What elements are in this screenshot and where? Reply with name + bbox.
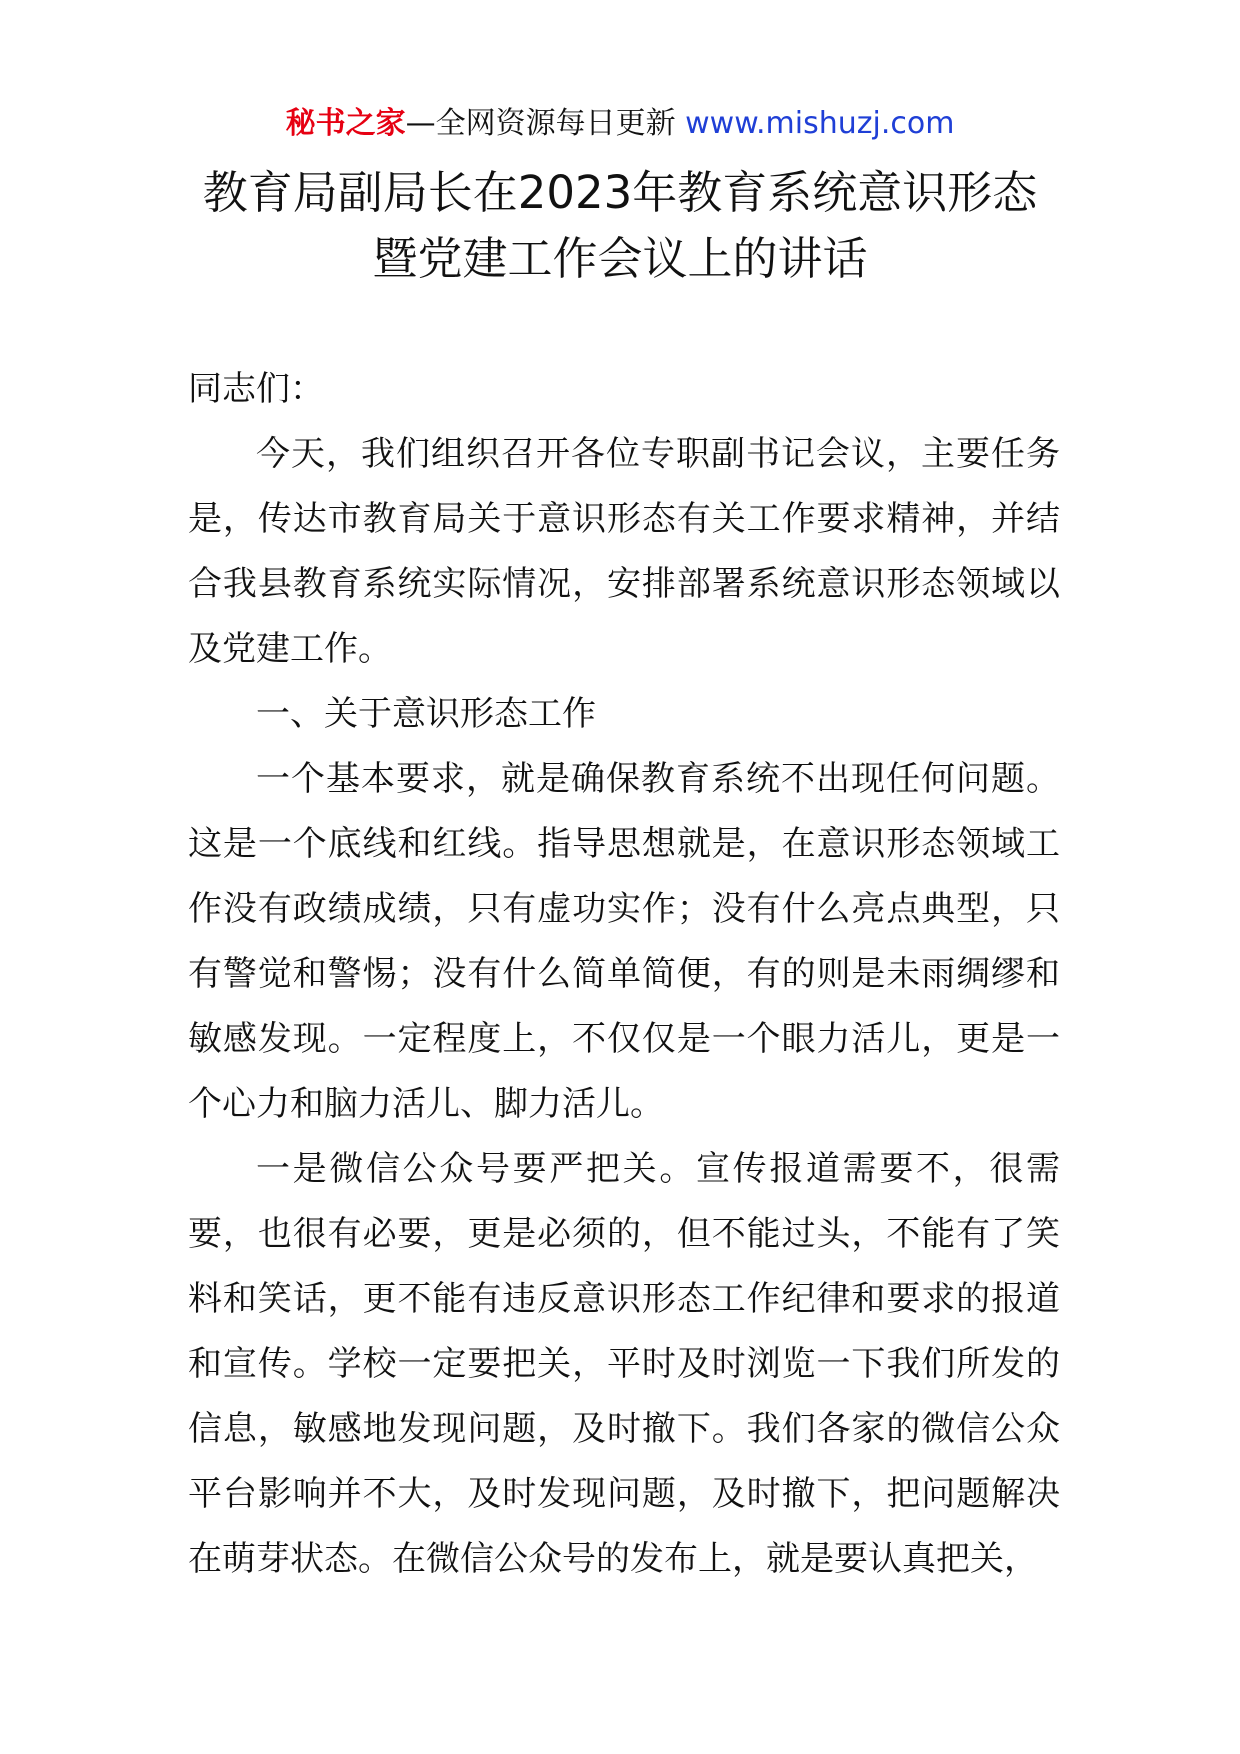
site-banner	[0, 104, 1240, 144]
document-title	[0, 160, 1240, 292]
document-body	[188, 357, 1060, 1592]
section-heading: 一、关于意识形态工作	[256, 694, 596, 734]
salutation: 同志们：	[188, 369, 324, 409]
title-line-2: 暨党建工作会议上的讲话	[372, 232, 868, 285]
title-line-1: 教育局副局长在2023年教育系统意识形态	[202, 166, 1038, 219]
site-url-link[interactable]: www.mishuzj.com	[685, 106, 955, 141]
paragraph: 一个基本要求，就是确保教育系统不出现任何问题。这是一个底线和红线。指导思想就是，在意识形态领域工作没有政绩成绩，只有虚功实作；没有什么亮点典型，只有警觉和警惕；没有什么简单简便，有的则是未雨绸缪和敏感发现。一定程度上，不仅仅是一个眼力活儿，更是一个心力和脑力活儿、脚力活儿。	[188, 759, 1060, 1124]
site-tagline: —全网资源每日更新	[405, 106, 676, 141]
paragraph: 一是微信公众号要严把关。宣传报道需要不，很需要，也很有必要，更是必须的，但不能过头，不能有了笑料和笑话，更不能有违反意识形态工作纪律和要求的报道和宣传。学校一定要把关，平时及时浏览一下我们所发的信息，敏感地发现问题，及时撤下。我们各家的微信公众平台影响并不大，及时发现问题，及时撤下，把问题解决在萌芽状态。在微信公众号的发布上，就是要认真把关，	[188, 1149, 1060, 1579]
paragraph: 今天，我们组织召开各位专职副书记会议，主要任务是，传达市教育局关于意识形态有关工作要求精神，并结合我县教育系统实际情况，安排部署系统意识形态领域以及党建工作。	[188, 434, 1060, 669]
site-name: 秘书之家	[285, 106, 406, 141]
